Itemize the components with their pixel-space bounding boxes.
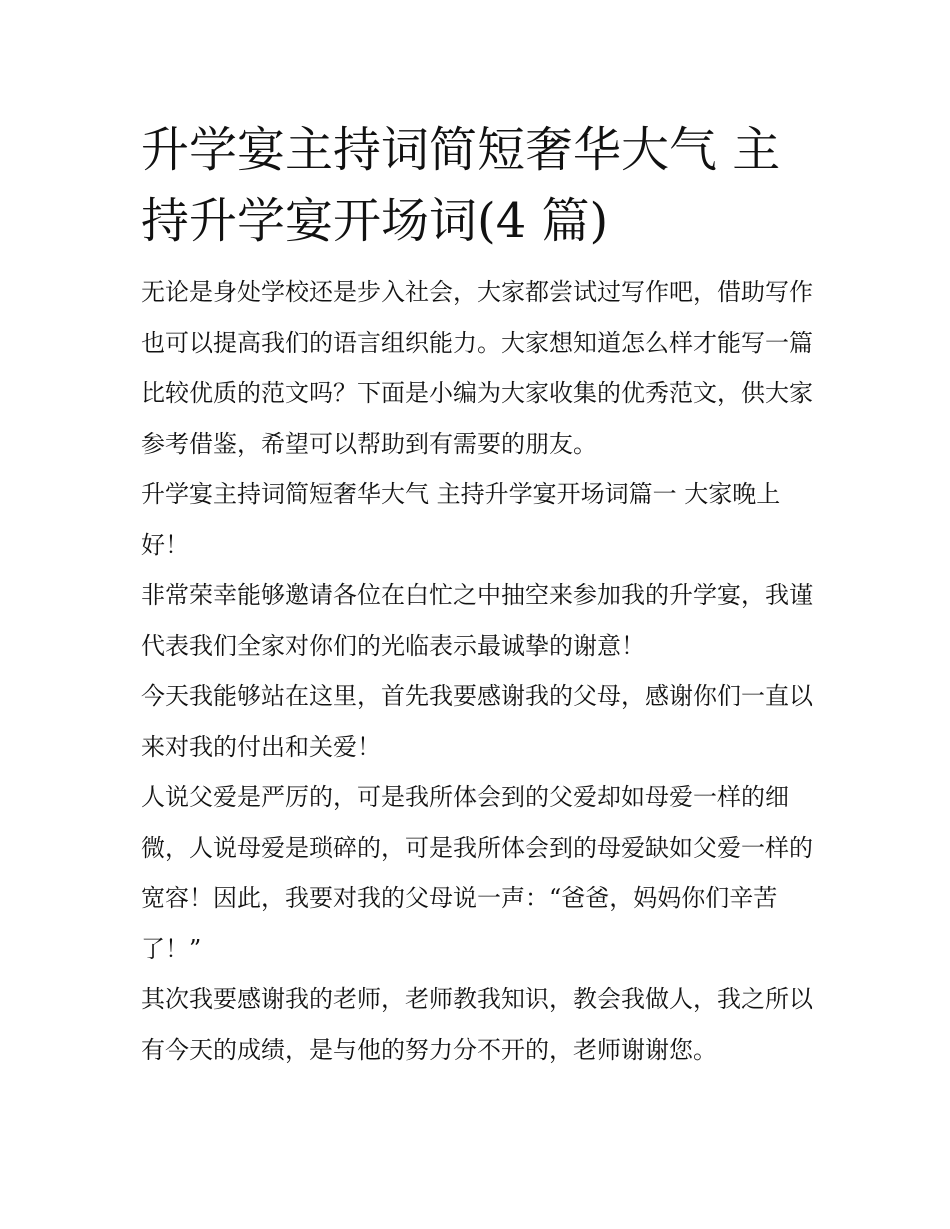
section-heading-paragraph: 升学宴主持词简短奢华大气 主持升学宴开场词篇一 大家晚上好！ <box>141 480 781 559</box>
document-body <box>141 115 813 1075</box>
intro-paragraph: 无论是身处学校还是步入社会，大家都尝试过写作吧，借助写作也可以提高我们的语言组织能力。大家想知道怎么样才能写一篇比较优质的范文吗？下面是小编为大家收集的优秀范文，供大家参考借鉴，希望可以帮助到有需要的朋友。 <box>141 278 813 458</box>
body-paragraph: 非常荣幸能够邀请各位在白忙之中抽空来参加我的升学宴，我谨代表我们全家对你们的光临表示最诚挚的谢意！ <box>141 581 813 660</box>
body-paragraph: 人说父爱是严厉的，可是我所体会到的父爱却如母爱一样的细微，人说母爱是琐碎的，可是我所体会到的母爱缺如父爱一样的宽容！因此，我要对我的父母说一声：“爸爸，妈妈你们辛苦了！” <box>141 783 813 963</box>
body-paragraph: 今天我能够站在这里，首先我要感谢我的父母，感谢你们一直以来对我的付出和关爱！ <box>141 682 813 761</box>
body-paragraph: 其次我要感谢我的老师，老师教我知识，教会我做人，我之所以有今天的成绩，是与他的努力分不开的，老师谢谢您。 <box>141 985 813 1064</box>
document-title: 升学宴主持词简短奢华大气 主持升学宴开场词(4 篇) <box>141 122 781 249</box>
